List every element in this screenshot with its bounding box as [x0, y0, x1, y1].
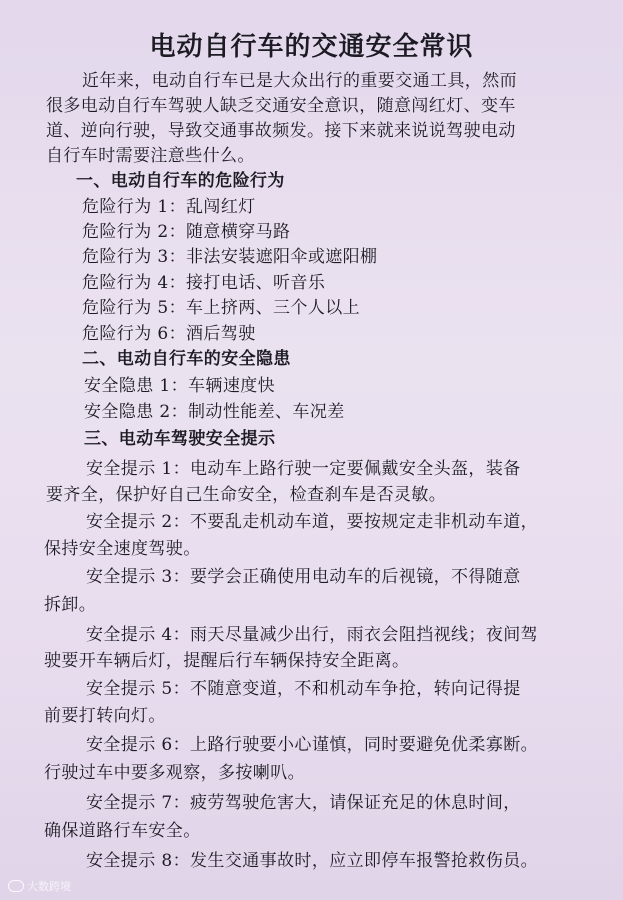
list-item: 危险行为 1：乱闯红灯 — [82, 197, 256, 217]
tip-line: 拆卸。 — [44, 595, 97, 615]
watermark-logo-icon — [8, 880, 24, 892]
list-item: 危险行为 3：非法安装遮阳伞或遮阳棚 — [82, 247, 378, 267]
list-item: 安全隐患 2：制动性能差、车况差 — [84, 402, 345, 422]
tip-line: 行驶过车中要多观察，多按喇叭。 — [44, 763, 305, 783]
tip-line: 确保道路行车安全。 — [44, 821, 201, 841]
list-item: 危险行为 5：车上挤两、三个人以上 — [82, 298, 361, 318]
intro-line: 很多电动自行车驾驶人缺乏交通安全意识，随意闯红灯、变车 — [46, 96, 516, 116]
tip-line: 安全提示 3：要学会正确使用电动车的后视镜，不得随意 — [86, 567, 521, 587]
tip-line: 安全提示 5：不随意变道，不和机动车争抢，转向记得提 — [86, 679, 521, 699]
tip-line: 安全提示 4：雨天尽量减少出行，雨衣会阻挡视线；夜间驾 — [86, 625, 539, 645]
tip-line: 要齐全，保护好自己生命安全，检查刹车是否灵敏。 — [46, 485, 447, 505]
watermark — [8, 878, 71, 894]
section-heading-safety-tips: 三、电动车驾驶安全提示 — [84, 429, 276, 449]
section-heading-safety-hazards: 二、电动自行车的安全隐患 — [82, 349, 291, 369]
tip-line: 安全提示 1：电动车上路行驶一定要佩戴安全头盔，装备 — [86, 459, 521, 479]
tip-line: 前要打转向灯。 — [44, 706, 166, 726]
list-item: 危险行为 6：酒后驾驶 — [82, 324, 256, 344]
intro-line: 近年来，电动自行车已是大众出行的重要交通工具，然而 — [82, 71, 517, 91]
tip-line: 安全提示 8：发生交通事故时，应立即停车报警抢救伤员。 — [86, 851, 539, 871]
section-heading-dangerous-behaviors: 一、电动自行车的危险行为 — [76, 171, 285, 191]
tip-line: 保持安全速度驾驶。 — [44, 539, 201, 559]
list-item: 安全隐患 1：车辆速度快 — [84, 376, 276, 396]
tip-line: 安全提示 7：疲劳驾驶危害大，请保证充足的休息时间， — [86, 793, 521, 813]
watermark-text: 大数跨境 — [27, 880, 71, 893]
tip-line: 安全提示 2：不要乱走机动车道，要按规定走非机动车道， — [86, 512, 539, 532]
tip-line: 驶要开车辆后灯，提醒后行车辆保持安全距离。 — [44, 651, 410, 671]
intro-line: 自行车时需要注意些什么。 — [46, 146, 255, 166]
tip-line: 安全提示 6：上路行驶要小心谨慎，同时要避免优柔寡断。 — [86, 735, 539, 755]
document-title: 电动自行车的交通安全常识 — [149, 32, 474, 62]
intro-line: 道、逆向行驶，导致交通事故频发。接下来就来说说驾驶电动 — [46, 121, 516, 141]
list-item: 危险行为 4：接打电话、听音乐 — [82, 273, 326, 293]
list-item: 危险行为 2：随意横穿马路 — [82, 222, 291, 242]
